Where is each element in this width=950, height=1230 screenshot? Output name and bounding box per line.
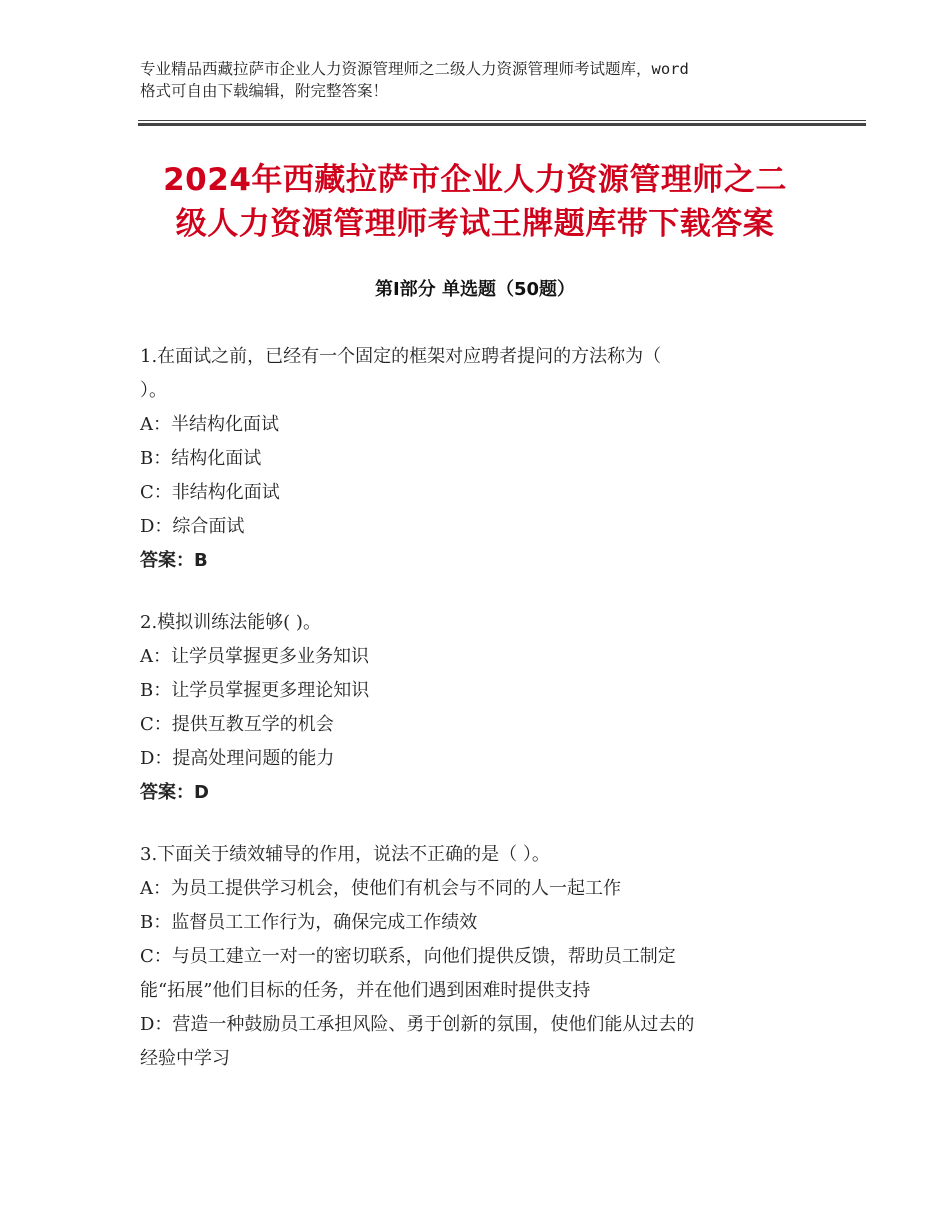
question-item bbox=[140, 340, 820, 578]
title-line-2: 级人力资源管理师考试王牌题库带下载答案 bbox=[175, 206, 775, 242]
section-heading: 第Ⅰ部分 单选题（50题） bbox=[374, 279, 575, 300]
question-stem: 1.在面试之前，已经有一个固定的框架对应聘者提问的方法称为（ bbox=[140, 346, 662, 367]
option-d: D：综合面试 bbox=[140, 516, 245, 537]
question-item bbox=[140, 606, 820, 810]
document-title bbox=[120, 158, 830, 246]
option-c-continued: 能“拓展”他们目标的任务，并在他们遇到困难时提供支持 bbox=[140, 980, 591, 1001]
question-item bbox=[140, 838, 820, 1076]
header-note-line-1: 专业精品西藏拉萨市企业人力资源管理师之二级人力资源管理师考试题库，word bbox=[140, 60, 689, 78]
answer-label: 答案：B bbox=[140, 550, 208, 571]
header-note-line-2: 格式可自由下载编辑，附完整答案！ bbox=[140, 82, 389, 100]
question-stem: 2.模拟训练法能够( )。 bbox=[140, 612, 321, 633]
option-a: A：让学员掌握更多业务知识 bbox=[140, 646, 369, 667]
option-c: C：提供互教互学的机会 bbox=[140, 714, 334, 735]
header-divider-thick bbox=[138, 123, 866, 126]
option-d-continued: 经验中学习 bbox=[140, 1048, 230, 1069]
question-list bbox=[140, 340, 820, 1104]
option-d: D：提高处理问题的能力 bbox=[140, 748, 335, 769]
option-b: B：结构化面试 bbox=[140, 448, 262, 469]
option-b: B：让学员掌握更多理论知识 bbox=[140, 680, 370, 701]
option-a: A：为员工提供学习机会，使他们有机会与不同的人一起工作 bbox=[140, 878, 621, 899]
header-note bbox=[140, 58, 830, 102]
option-a: A：半结构化面试 bbox=[140, 414, 279, 435]
option-b: B：监督员工工作行为，确保完成工作绩效 bbox=[140, 912, 478, 933]
option-c: C：与员工建立一对一的密切联系，向他们提供反馈，帮助员工制定 bbox=[140, 946, 676, 967]
answer-label: 答案：D bbox=[140, 782, 209, 803]
option-c: C：非结构化面试 bbox=[140, 482, 280, 503]
question-stem: 3.下面关于绩效辅导的作用，说法不正确的是（ ）。 bbox=[140, 844, 550, 865]
option-d: D：营造一种鼓励员工承担风险、勇于创新的氛围，使他们能从过去的 bbox=[140, 1014, 695, 1035]
header-divider-thin bbox=[138, 120, 866, 121]
title-line-1: 2024年西藏拉萨市企业人力资源管理师之二 bbox=[163, 162, 787, 198]
question-stem: ）。 bbox=[140, 380, 167, 401]
